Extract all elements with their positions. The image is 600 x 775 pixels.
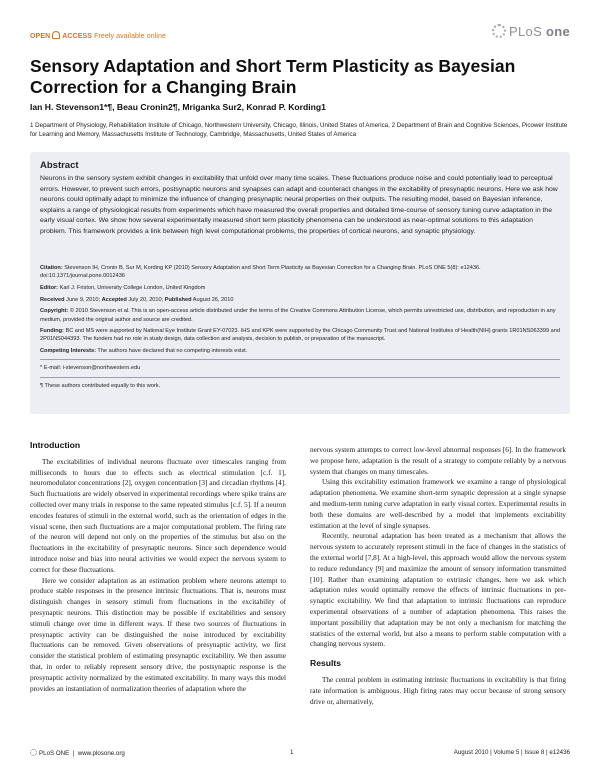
open-access-lock-icon (52, 31, 60, 39)
introduction-heading: Introduction (30, 440, 81, 450)
freely-available-label: Freely available online (94, 33, 167, 40)
footer-issue: August 2010 | Volume 5 | Issue 8 | e12436 (453, 749, 570, 756)
logo-plos-text: PLoS (509, 24, 543, 39)
body-paragraph: The excitabilities of individual neurons fluctuate over timescales ranging from milliseconds to hours due to effects such as electrical stimulation [c.f. 1], neuromodulator concentrations [2], oxygen concentration [3] and circadian rhythms [4]. Such fluctuations are widely observed in experimental recordings where spike trains are collected over many trials in response to the same repeated stimulus [c.f. 5]. If a neuron encodes features of stimuli in the external world, such as the orientation of edges in the visual scene, then such fluctuations are a major computational problem. The firing rate of the neuron will depend not only on the properties of the stimulus but also on the fluctuations in the excitability of presynaptic neurons. Since such dependence would introduce noise and bias into neural activities we would expect the nervous system to correct for these fluctuations. (30, 457, 286, 574)
abstract-section (40, 160, 560, 238)
body-paragraph: Here we consider adaptation as an estimation problem where neurons attempt to produce stable responses in the presence intrinsic fluctuations. That is, neurons must distinguish changes in sensory stimuli from fluctuations in the excitability of presynaptic neurons. This distinction may be possible if excitabilities and sensory stimuli change over time in different ways. If these two sources of fluctuations in presynaptic activity can be distinguished the noise introduced by excitability fluctuations can be removed. Given observations of presynaptic activity, we first consider the statistical problem of estimating presynaptic excitability. We then assume that, in order to reliably represent sensory drive, the postsynaptic response is the presynaptic activity normalized by the estimated excitability. In many ways this model provides an instantiation of normalization theories of adaptation where the (30, 576, 286, 693)
body-paragraph: The central problem in estimating intrinsic fluctuations in excitability is that firing rate information is ambiguous. High firing rates may occur because of strong sensory drive or, alternatively, (310, 675, 566, 706)
copyright-row: Copyright: © 2010 Stevenson et al. This is an open-access article distributed under the terms of the Creative Commons Attribution License, which permits unrestricted use, distribution, and reproduction in any medium, provided the original author and source are credited. (40, 308, 556, 323)
dates-row: Received June 9, 2010; Accepted July 20, 2010; Published August 26, 2010 (40, 296, 234, 303)
journal-header (30, 24, 570, 42)
body-paragraph: Recently, neuronal adaptation has been treated as a mechanism that allows the nervous system to accurately represent stimuli in the face of changes in the statistics of the external world [7,8]. At a high-level, this approach would allow the nervous system to reduce redundancy [9] and maximize the amount of sensory information transmitted [10]. Rather than examining adaptation to extrinsic changes, here we ask which adaptation rules would optimally remove the effects of intrinsic fluctuations in pre-synaptic excitability. We find that adaptation to intrinsic fluctuations can reproduce experimental observations of a number of adaptation phenomena. This raises the important possibility that adaptation may be not only a mechanism for matching the statistics of the external world, but also a means to perform stable computation with a changing nervous system. (310, 532, 566, 649)
author-list: Ian H. Stevenson1*¶, Beau Cronin2¶, Mriganka Sur2, Konrad P. Kording1 (30, 102, 326, 112)
plos-one-logo (492, 24, 570, 39)
open-access-banner (30, 31, 166, 40)
competing-interests-row: Competing Interests: The authors have declared that no competing interests exist. (40, 348, 248, 355)
metadata-divider (40, 359, 560, 360)
copyright-text: © 2010 Stevenson et al. This is an open-access article distributed under the terms of the Creative Commons Attribution License, which permits unrestricted use, distribution, and reproduction in any medium, provided the original author and source are credited. (40, 308, 556, 323)
plos-sun-icon (30, 749, 37, 756)
citation-text: Stevenson IH, Cronin B, Sur M, Kording KP (2010) Sensory Adaptation and Short Term Plasticity as Bayesian Correction for a Changing Brain. PLoS ONE 5(8): e12436. doi:10.1371/journal.pone.0012436 (40, 265, 481, 280)
body-column-right (310, 445, 566, 707)
body-paragraph: nervous system attempts to correct low-level abnormal responses [6]. In the framework we propose here, adaptation is the result of a strategy to compute reliably by a nervous system that changes on many timescales. (310, 446, 566, 476)
body-paragraph: Using this excitability estimation framework we examine a range of physiological adaptation phenomena. We examine short-term synaptic depression at a single synapse and medium-term tuning curve adaptation in early visual cortex. Experimental results in both these domains are well-described by a model that implements excitability estimation at the level of single synapses. (310, 478, 566, 530)
article-title: Sensory Adaptation and Short Term Plasticity as Bayesian Correction for a Changing Brain (30, 56, 516, 97)
editor-row: Editor: Karl J. Friston, University College London, United Kingdom (40, 284, 206, 291)
metadata-divider (40, 377, 560, 378)
access-label: ACCESS (62, 33, 93, 40)
page-number: 1 (290, 749, 294, 756)
abstract-box (30, 152, 570, 414)
abstract-text: Neurons in the sensory system exhibit changes in excitability that unfold over many time scales. These fluctuations produce noise and could potentially lead to perceptual errors. However, to prevent such errors, postsynaptic neurons and synapses can adapt and counteract changes in the excitability of presynaptic neurons. Here we ask how neurons could optimally adapt to minimize the influence of changing presynaptic neural properties on their outputs. The resulting model, based on Bayesian inference, explains a range of physiological results from experiments which have measured the overall properties and detailed time-course of sensory tuning curve adaptation in the early visual cortex. We show how several experimentally measured short term plasticity phenomena can be understood as near-optimal solutions to this adaptation problem. This framework provides a link between high level computational problems, the properties of cortical neurons, and synaptic physiology. (40, 175, 558, 235)
editor-text: Karl J. Friston, University College London, United Kingdom (59, 284, 206, 291)
email-row[interactable]: * E-mail: i-stevenson@northwestern.edu (40, 365, 141, 372)
article-metadata (40, 264, 560, 393)
plos-sun-icon (492, 24, 506, 38)
funding-text: BC and MS were supported by National Eye Institute Grant EY-07023. IHS and KPK were supported by the Chicago Community Trust and National Institutes of Health(NIH) grants 1R01NS063399 and 2P01NS044393. The funders had no role in study design, data collection and analysis, decision to publish, or preparation of the manuscript. (40, 328, 560, 343)
affiliations: 1 Department of Physiology, Rehabilitation Institute of Chicago, Northwestern University, Chicago, Illinois, United States of America, 2 Department of Brain and Cognitive Sciences, Picower Institute for Learning and Memory, Massachusetts Institute of Technology, Cambridge, Massachusetts, United States of America (30, 122, 568, 138)
logo-one-text: one (545, 24, 570, 39)
open-label: OPEN (30, 33, 51, 40)
abstract-heading: Abstract (40, 160, 79, 171)
footer-journal: PLoS ONE | www.plosone.org (30, 749, 125, 757)
funding-row: Funding: BC and MS were supported by National Eye Institute Grant EY-07023. IHS and KPK were supported by the Chicago Community Trust and National Institutes of Health(NIH) grants 1R01NS063399 and 2P01NS044393. The funders had no role in study design, data collection and analysis, decision to publish, or preparation of the manuscript. (40, 328, 560, 343)
body-column-left (30, 440, 286, 694)
footer-url[interactable]: www.plosone.org (77, 750, 125, 757)
citation-row: Citation: Stevenson IH, Cronin B, Sur M, Kording KP (2010) Sensory Adaptation and Short Term Plasticity as Bayesian Correction for a Changing Brain. PLoS ONE 5(8): e12436. doi:10.1371/journal.pone.0012436 (40, 265, 481, 280)
equal-contribution-row: ¶ These authors contributed equally to this work. (40, 382, 161, 389)
results-heading: Results (310, 658, 342, 669)
